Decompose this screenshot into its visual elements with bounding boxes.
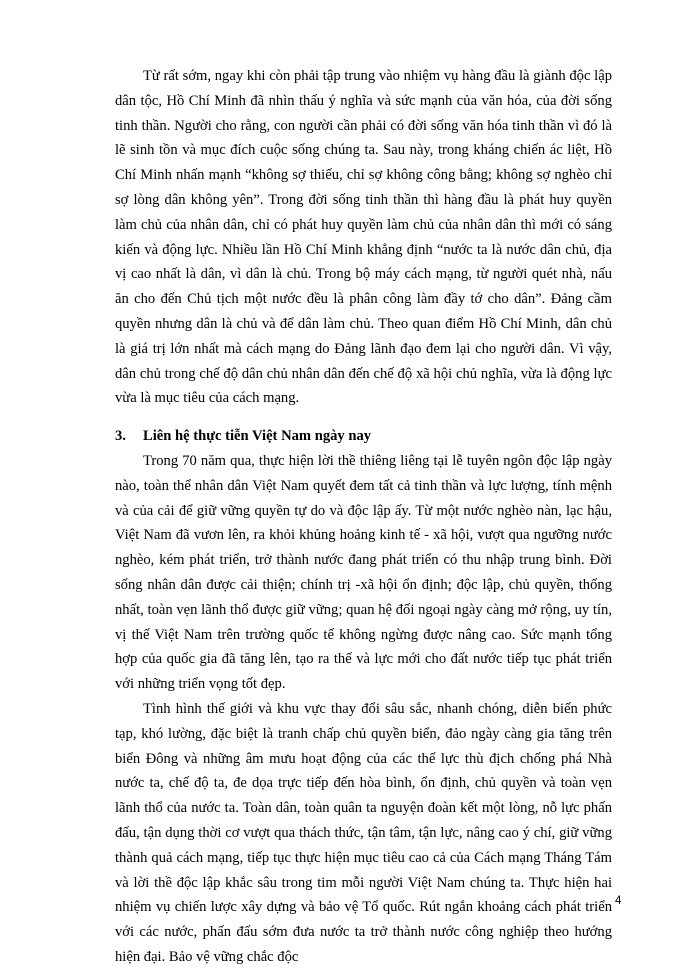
- section-title: Liên hệ thực tiễn Việt Nam ngày nay: [143, 428, 372, 445]
- page-body: [115, 64, 612, 970]
- paragraph-70-years: Trong 70 năm qua, thực hiện lời thề thiêng liêng tại lễ tuyên ngôn độc lập ngày nào, toàn thể nhân dân Việt Nam quyết đem tất cả tinh thần và lực lượng, tính mệnh và của cải để giữ vững quyền tự do và độc lập ấy. Từ một nước nghèo nàn, lạc hậu, Việt Nam đã vươn lên, ra khỏi khủng hoảng kinh tế - xã hội, vượt qua ngưỡng nước nghèo, kém phát triển, trở thành nước đang phát triển có thu nhập trung bình. Đời sống nhân dân được cải thiện; chính trị -xã hội ổn định; độc lập, chủ quyền, thống nhất, toàn vẹn lãnh thổ được giữ vững; quan hệ đối ngoại ngày càng mở rộng, uy tín, vị thế Việt Nam trên trường quốc tế không ngừng được nâng cao. Sức mạnh tổng hợp của quốc gia đã tăng lên, tạo ra thế và lực mới cho đất nước tiếp tục phát triển với những triển vọng tốt đẹp.: [115, 452, 612, 693]
- section-heading: [115, 424, 612, 449]
- section-number: 3.: [115, 428, 126, 445]
- page-number: 4: [615, 895, 622, 907]
- paragraph-world-situation: Tình hình thế giới và khu vực thay đổi sâu sắc, nhanh chóng, diễn biến phức tạp, khó lường, đặc biệt là tranh chấp chủ quyền biển, đảo ngày càng gia tăng trên biển Đông và những âm mưu hoạt động của các thế lực thù địch chống phá Nhà nước ta, chế độ ta, đe dọa trực tiếp đến hòa bình, ổn định, chủ quyền và toàn vẹn lãnh thổ của nước ta. Toàn dân, toàn quân ta nguyện đoàn kết một lòng, nỗ lực phấn đấu, tận dụng thời cơ vượt qua thách thức, tận tâm, tận lực, nâng cao ý chí, giữ vững thành quả cách mạng, tiếp tục thực hiện mục tiêu cao cả của Cách mạng Tháng Tám và lời thề độc lập khắc sâu trong tim mỗi người Việt Nam chúng ta. Thực hiện hai nhiệm vụ chiến lược xây dựng và bảo vệ Tổ quốc. Rút ngắn khoảng cách phát triển với các nước, phấn đấu sớm đưa nước ta trở thành nước công nghiệp theo hướng hiện đại. Bảo vệ vững chắc độc: [115, 700, 612, 965]
- paragraph-ho-chi-minh-culture: Từ rất sớm, ngay khi còn phải tập trung vào nhiệm vụ hàng đầu là giành độc lập dân tộc, Hồ Chí Minh đã nhìn thấu ý nghĩa và sức mạnh của văn hóa, của đời sống tinh thần. Người cho rằng, con người cần phải có đời sống văn hóa tinh thần vì đó là lẽ sinh tồn và mục đích cuộc sống chúng ta. Sau này, trong kháng chiến ác liệt, Hồ Chí Minh nhấn mạnh “không sợ thiếu, chỉ sợ không công bằng; không sợ nghèo chỉ sợ lòng dân không yên”. Trong đời sống tinh thần thì hàng đầu là phát huy quyền làm chủ của nhân dân, chỉ có phát huy quyền làm chủ của nhân dân thì mới có sáng kiến và động lực. Nhiều lần Hồ Chí Minh khẳng định “nước ta là nước dân chủ, địa vị cao nhất là dân, vì dân là chủ. Trong bộ máy cách mạng, từ người quét nhà, nấu ăn cho đến Chủ tịch một nước đều là phân công làm đầy tớ cho dân”. Đảng cầm quyền nhưng dân là chủ và để dân làm chủ. Theo quan điểm Hồ Chí Minh, dân chủ là giá trị lớn nhất mà cách mạng do Đảng lãnh đạo đem lại cho người dân. Vì vậy, dân chủ trong chế độ dân chủ nhân dân đến chế độ xã hội chủ nghĩa, vừa là động lực vừa là mục tiêu của cách mạng.: [115, 68, 612, 407]
